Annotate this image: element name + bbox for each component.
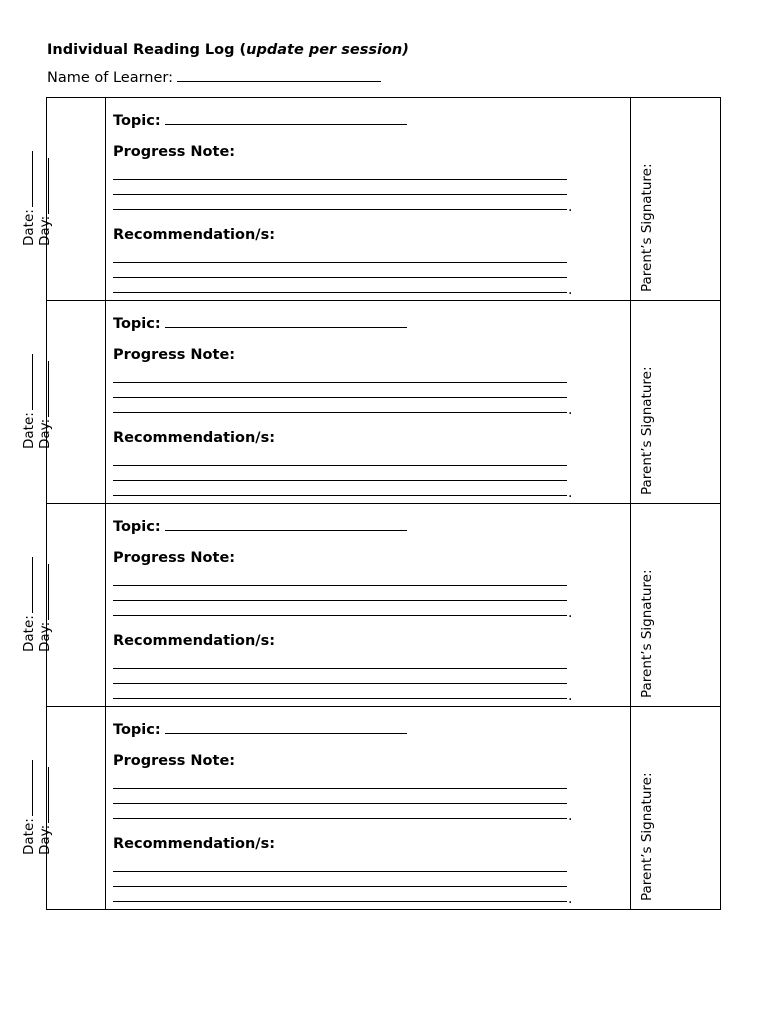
date-day-cell: [21, 301, 106, 503]
topic-field[interactable]: [165, 721, 407, 734]
date-field[interactable]: [21, 151, 33, 207]
progress-note-field[interactable]: [113, 368, 630, 413]
date-field[interactable]: [21, 354, 33, 410]
day-label: Day:: [37, 418, 53, 449]
title-main: Individual Reading Log (: [47, 42, 247, 58]
day-field[interactable]: [37, 564, 49, 620]
day-label: Day:: [37, 621, 53, 652]
progress-note-label: Progress Note:: [113, 347, 236, 363]
progress-note-field[interactable]: [113, 165, 630, 210]
parent-signature-cell[interactable]: [630, 98, 720, 300]
recommendation-field[interactable]: [113, 451, 630, 496]
entry-content: [106, 301, 630, 503]
date-day-cell: [21, 504, 106, 706]
date-label: Date:: [21, 412, 37, 449]
page-title: [47, 42, 409, 58]
day-label: Day:: [37, 824, 53, 855]
recommendation-label: Recommendation/s:: [113, 836, 276, 852]
recommendation-label: Recommendation/s:: [113, 430, 276, 446]
recommendation-label: Recommendation/s:: [113, 227, 276, 243]
date-label: Date:: [21, 818, 37, 855]
topic-label: Topic:: [113, 722, 161, 738]
parent-signature-label: Parent’s Signature:: [639, 163, 655, 292]
parent-signature-label: Parent’s Signature:: [639, 366, 655, 495]
progress-note-label: Progress Note:: [113, 753, 236, 769]
parent-signature-label: Parent’s Signature:: [639, 569, 655, 698]
topic-field[interactable]: [165, 518, 407, 531]
recommendation-field[interactable]: [113, 654, 630, 699]
date-field[interactable]: [21, 557, 33, 613]
date-day-cell: [21, 98, 106, 300]
log-entry: [21, 706, 720, 909]
reading-log-table: [21, 97, 721, 910]
learner-name-row: [47, 68, 381, 86]
day-field[interactable]: [37, 361, 49, 417]
learner-name-field[interactable]: [177, 68, 381, 82]
entry-content: [106, 707, 630, 909]
parent-signature-cell[interactable]: [630, 504, 720, 706]
recommendation-label: Recommendation/s:: [113, 633, 276, 649]
log-entry: [21, 503, 720, 706]
topic-label: Topic:: [113, 113, 161, 129]
entry-content: [106, 98, 630, 300]
topic-label: Topic:: [113, 519, 161, 535]
topic-label: Topic:: [113, 316, 161, 332]
parent-signature-cell[interactable]: [630, 301, 720, 503]
log-entry: [21, 98, 720, 300]
log-entry: [21, 300, 720, 503]
progress-note-field[interactable]: [113, 571, 630, 616]
learner-name-label: Name of Learner:: [47, 70, 174, 86]
day-field[interactable]: [37, 767, 49, 823]
progress-note-label: Progress Note:: [113, 144, 236, 160]
title-italic: update per session): [246, 42, 409, 58]
day-field[interactable]: [37, 158, 49, 214]
date-day-cell: [21, 707, 106, 909]
date-label: Date:: [21, 209, 37, 246]
parent-signature-cell[interactable]: [630, 707, 720, 909]
recommendation-field[interactable]: [113, 857, 630, 902]
progress-note-label: Progress Note:: [113, 550, 236, 566]
progress-note-field[interactable]: [113, 774, 630, 819]
date-label: Date:: [21, 615, 37, 652]
parent-signature-label: Parent’s Signature:: [639, 772, 655, 901]
date-field[interactable]: [21, 760, 33, 816]
recommendation-field[interactable]: [113, 248, 630, 293]
entry-content: [106, 504, 630, 706]
day-label: Day:: [37, 215, 53, 246]
topic-field[interactable]: [165, 112, 407, 125]
topic-field[interactable]: [165, 315, 407, 328]
